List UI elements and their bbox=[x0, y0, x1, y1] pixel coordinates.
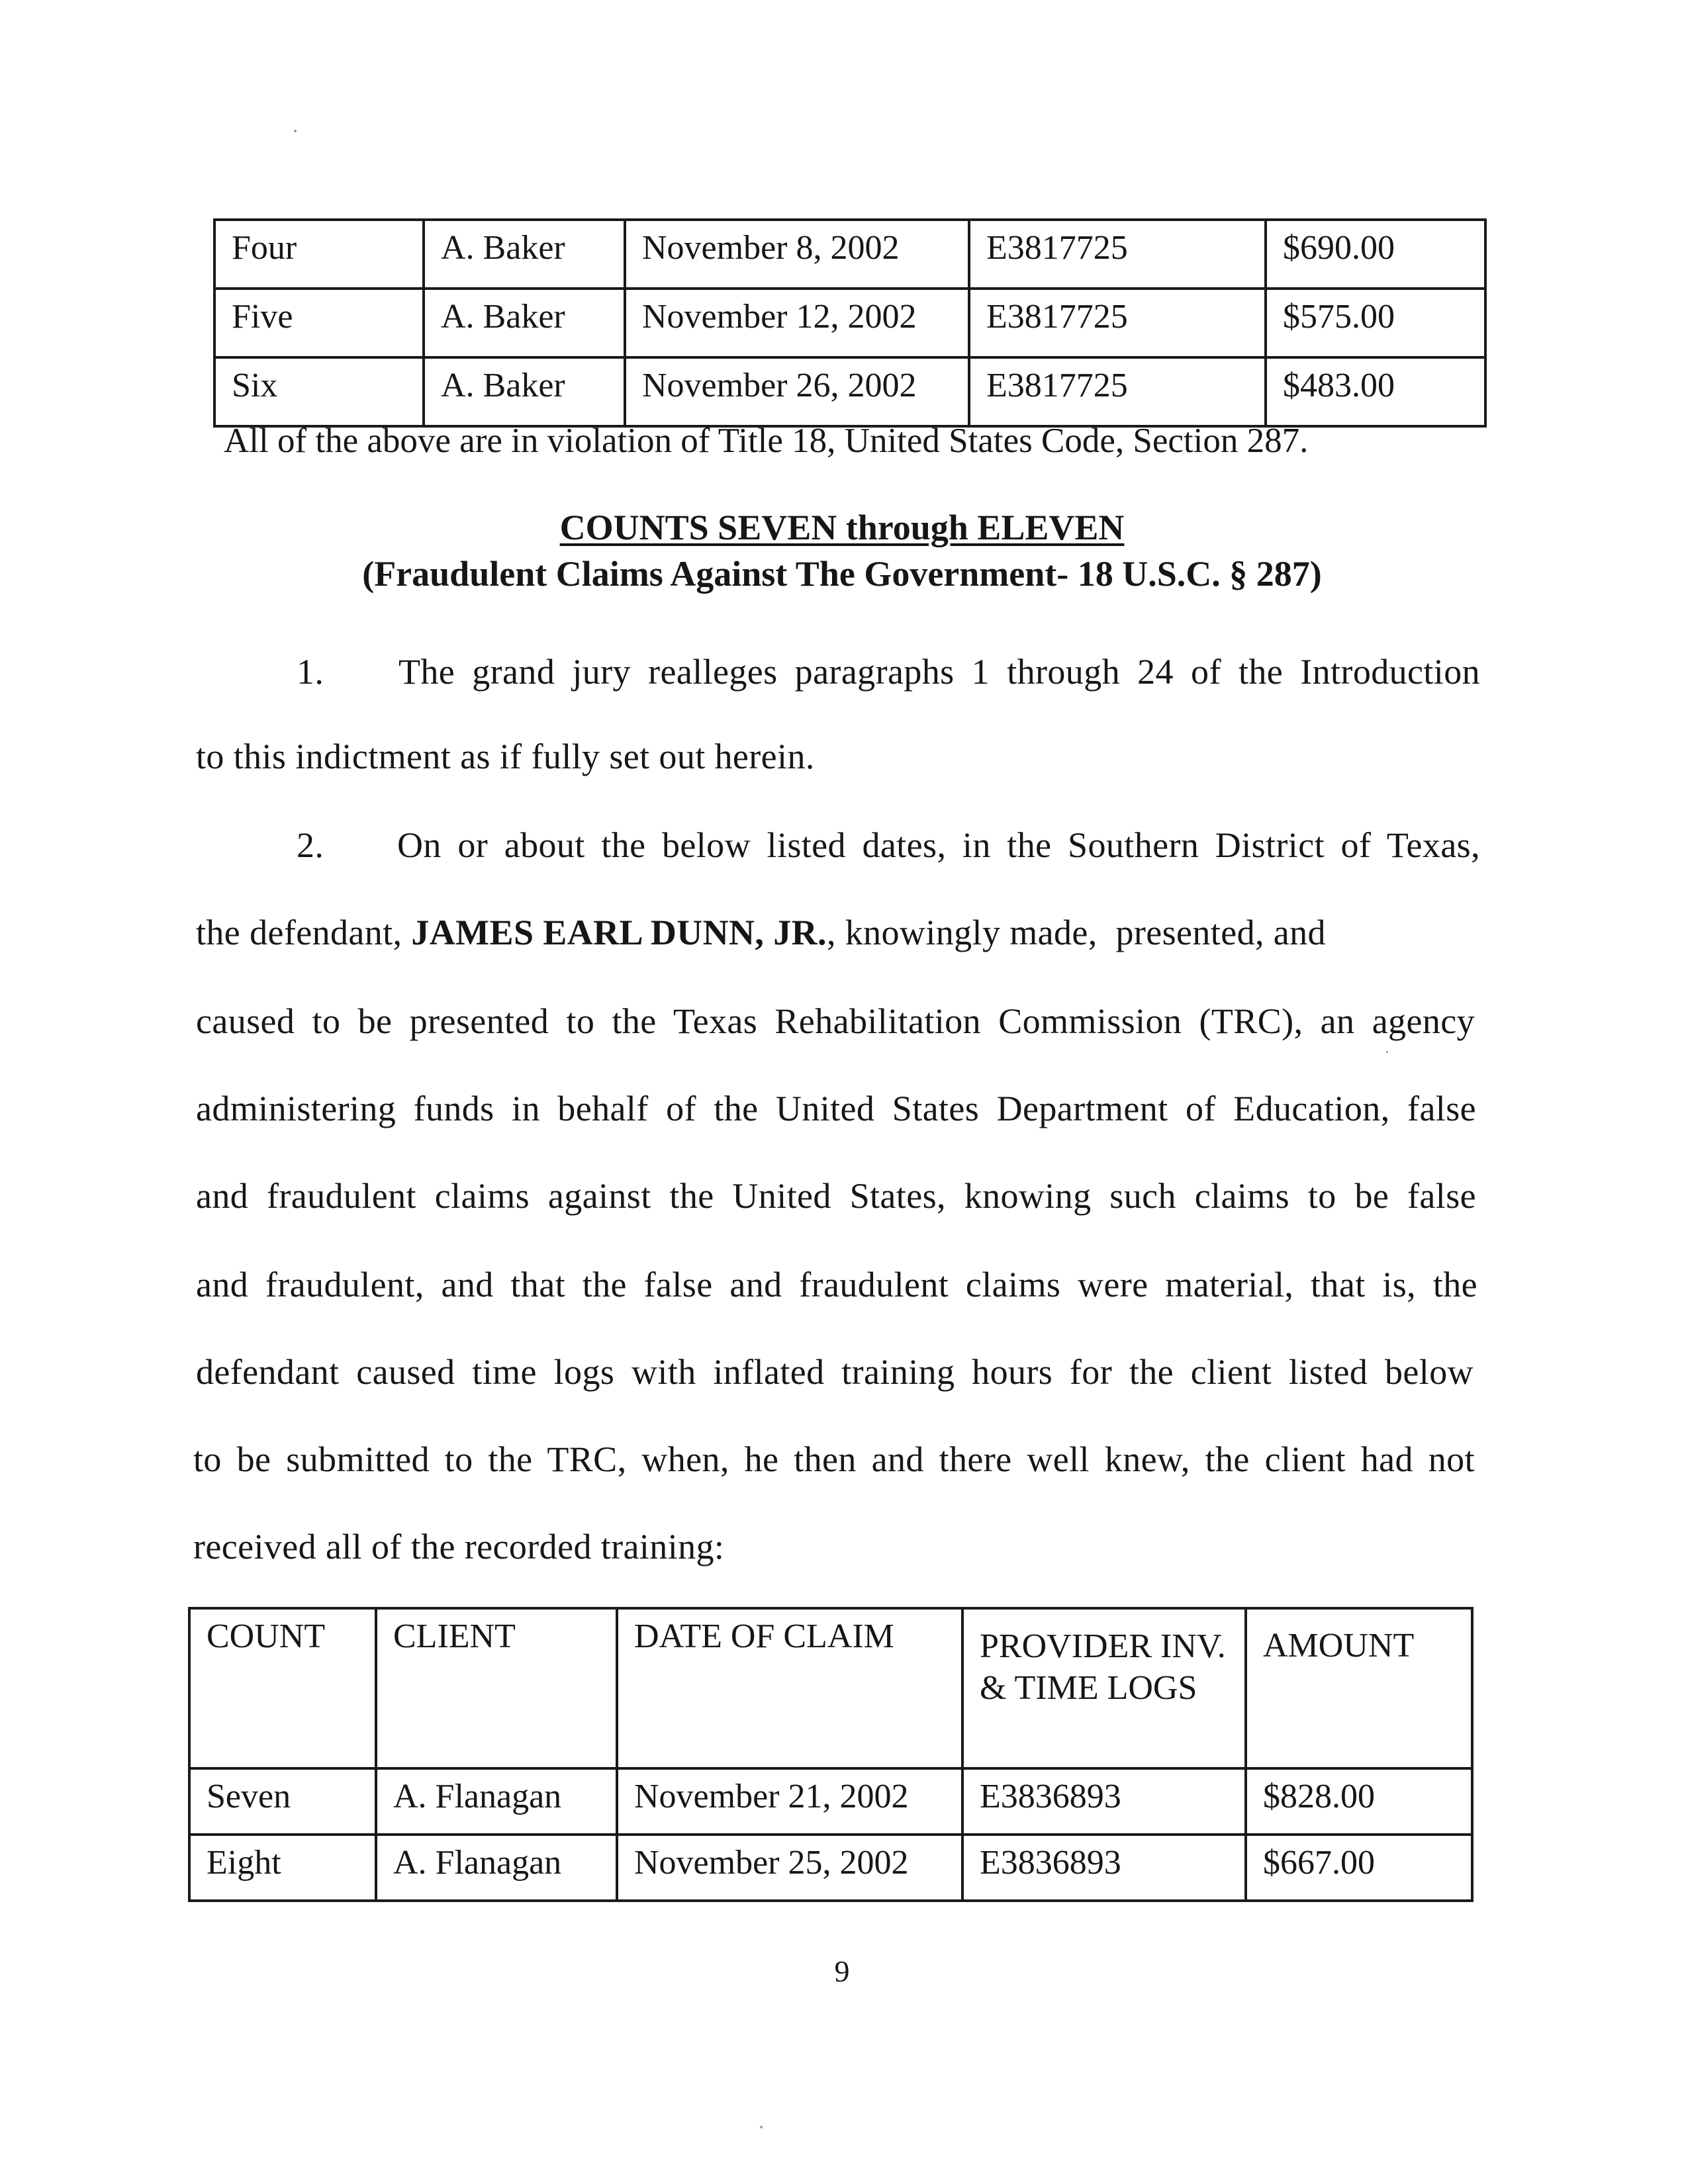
count-cell: Eight bbox=[189, 1835, 376, 1901]
client-cell: A. Flanagan bbox=[376, 1835, 617, 1901]
count-cell: Five bbox=[214, 289, 424, 357]
column-header-date: DATE OF CLAIM bbox=[617, 1608, 962, 1768]
counts-table bbox=[188, 1607, 1474, 1902]
section-subtitle: (Fraudulent Claims Against The Government- 18 U.S.C. § 287) bbox=[362, 554, 1322, 594]
paragraph-line: to be submitted to the TRC, when, he then and there well knew, the client had not bbox=[193, 1439, 1475, 1479]
paragraph-line: and fraudulent, and that the false and fraudulent claims were material, that is, the bbox=[196, 1265, 1477, 1304]
amount-cell: $828.00 bbox=[1246, 1768, 1472, 1835]
client-cell: A. Flanagan bbox=[376, 1768, 617, 1835]
page-number: 9 bbox=[834, 1954, 850, 1988]
invoice-cell: E3836893 bbox=[962, 1768, 1246, 1835]
client-cell: A. Baker bbox=[424, 220, 625, 289]
amount-cell: $690.00 bbox=[1266, 220, 1485, 289]
paragraph-line: administering funds in behalf of the United States Department of Education, false bbox=[196, 1089, 1476, 1128]
paragraph-number: 2. bbox=[297, 825, 324, 865]
counts-table-continued bbox=[213, 218, 1487, 428]
table-row bbox=[189, 1768, 1472, 1835]
client-cell: A. Baker bbox=[424, 357, 625, 426]
table-row bbox=[214, 220, 1485, 289]
text-fragment: the defendant, bbox=[196, 913, 402, 952]
count-cell: Four bbox=[214, 220, 424, 289]
date-cell: November 26, 2002 bbox=[625, 357, 969, 426]
invoice-cell: E3817725 bbox=[969, 289, 1266, 357]
paragraph-line: received all of the recorded training: bbox=[193, 1527, 725, 1567]
invoice-cell: E3817725 bbox=[969, 220, 1266, 289]
client-cell: A. Baker bbox=[424, 289, 625, 357]
text-fragment: , knowingly made, presented, and bbox=[826, 913, 1326, 952]
column-header-client: CLIENT bbox=[376, 1608, 617, 1768]
paragraph-line bbox=[196, 912, 1479, 953]
scan-speck bbox=[760, 2126, 763, 2128]
date-cell: November 8, 2002 bbox=[625, 220, 969, 289]
column-header-count: COUNT bbox=[189, 1608, 376, 1768]
column-header-provider: PROVIDER INV. & TIME LOGS bbox=[962, 1608, 1246, 1768]
table-header-row bbox=[189, 1608, 1472, 1768]
scan-speck bbox=[1386, 1051, 1388, 1053]
defendant-name: JAMES EARL DUNN, JR. bbox=[411, 913, 827, 952]
count-cell: Six bbox=[214, 357, 424, 426]
section-title: COUNTS SEVEN through ELEVEN bbox=[559, 508, 1125, 547]
table-row bbox=[214, 289, 1485, 357]
paragraph-line: The grand jury realleges paragraphs 1 through 24 of the Introduction bbox=[398, 652, 1480, 692]
amount-cell: $667.00 bbox=[1246, 1835, 1472, 1901]
date-cell: November 12, 2002 bbox=[625, 289, 969, 357]
table-row bbox=[214, 357, 1485, 426]
violation-note: All of the above are in violation of Title 18, United States Code, Section 287. bbox=[224, 422, 1309, 460]
date-cell: November 25, 2002 bbox=[617, 1835, 962, 1901]
amount-cell: $483.00 bbox=[1266, 357, 1485, 426]
paragraph-line: On or about the below listed dates, in the Southern District of Texas, bbox=[397, 825, 1480, 865]
date-cell: November 21, 2002 bbox=[617, 1768, 962, 1835]
scan-speck bbox=[294, 130, 297, 132]
paragraph-line: and fraudulent claims against the United States, knowing such claims to be false bbox=[196, 1176, 1476, 1216]
column-header-amount: AMOUNT bbox=[1246, 1608, 1472, 1768]
amount-cell: $575.00 bbox=[1266, 289, 1485, 357]
invoice-cell: E3817725 bbox=[969, 357, 1266, 426]
paragraph-number: 1. bbox=[297, 652, 324, 692]
invoice-cell: E3836893 bbox=[962, 1835, 1246, 1901]
count-cell: Seven bbox=[189, 1768, 376, 1835]
table-row bbox=[189, 1835, 1472, 1901]
paragraph-line: to this indictment as if fully set out herein. bbox=[196, 737, 815, 776]
paragraph-line: caused to be presented to the Texas Rehabilitation Commission (TRC), an agency bbox=[196, 1001, 1475, 1041]
paragraph-line: defendant caused time logs with inflated training hours for the client listed below bbox=[196, 1352, 1474, 1392]
